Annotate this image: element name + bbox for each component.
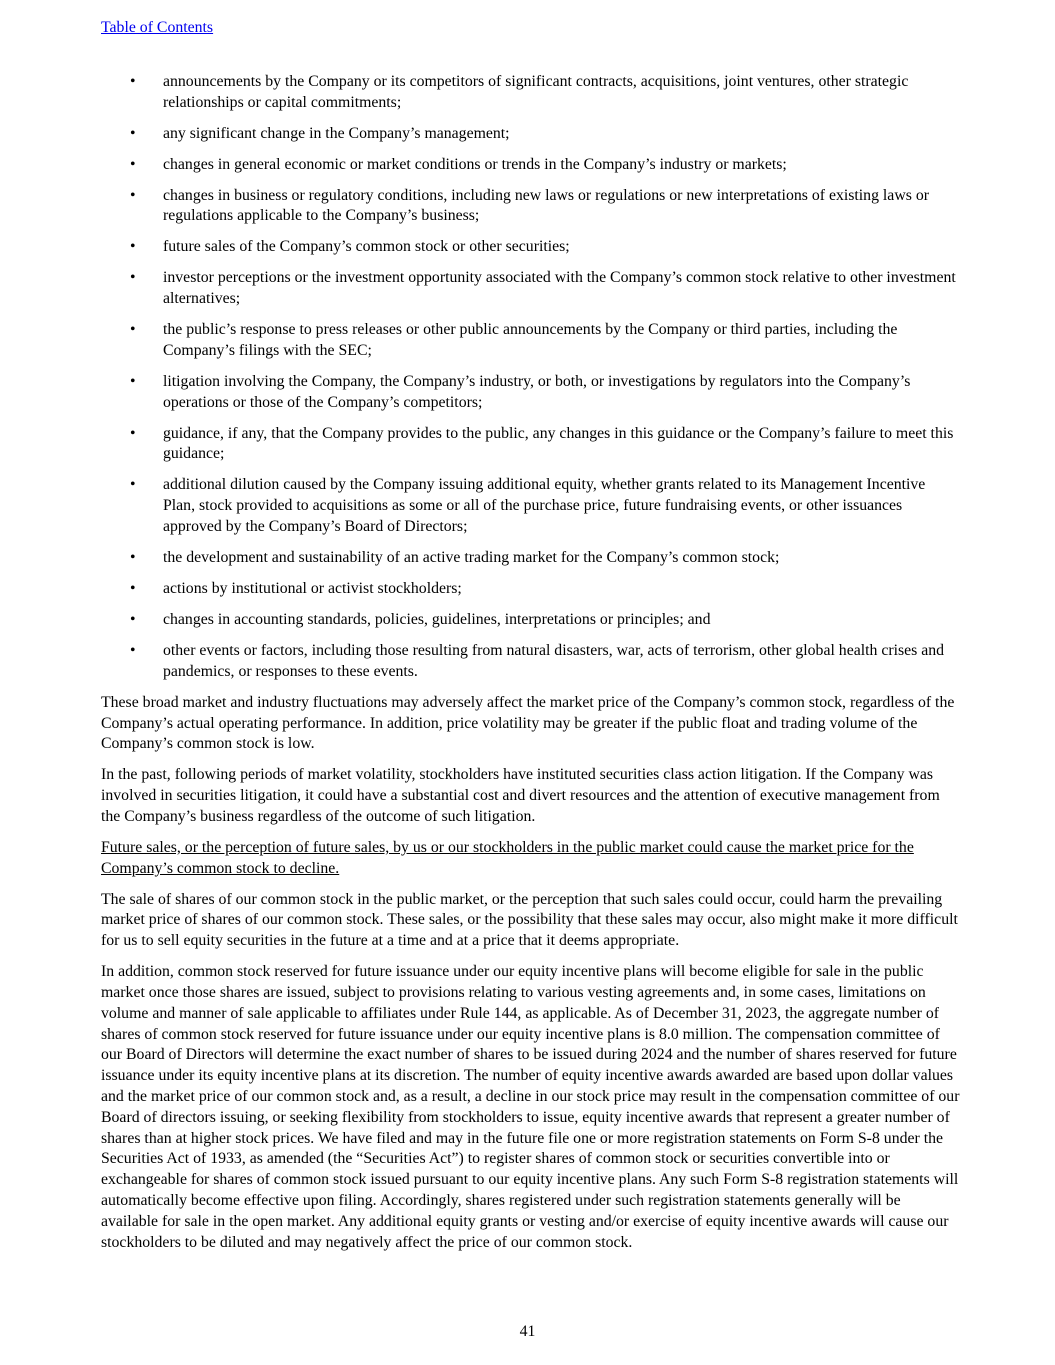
page-number: 41 [519,1323,536,1340]
risk-factor-heading: Future sales, or the perception of future sales, by us or our stockholders in the public market could cause the market price for the Company’s common stock to decline. [101,838,914,877]
risk-factor-list [101,72,961,683]
bullet-glyph: • [130,372,136,390]
body-paragraph-share-sales: The sale of shares of our common stock in the public market, or the perception that such sales could occur, could harm the prevailing market price of shares of our common stock. These sales, or the possibility that these sales may occur, also might make it more difficult for us to sell equity securities in the future at a time and at a price that it deems appropriate. [101,890,958,950]
list-item-text: the public’s response to press releases or other public announcements by the Company or third parties, including the Company’s filings with the SEC; [163,321,898,359]
list-item-text: announcements by the Company or its competitors of significant contracts, acquisitions, joint ventures, other strategic relationships or capital commitments; [163,72,909,111]
body-paragraph-market-fluctuations: These broad market and industry fluctuations may adversely affect the market price of the Company’s common stock, regardless of the Company’s actual operating performance. In addition, price volatility may be greater if the public float and trading volume of the Company’s common stock is low. [101,693,955,753]
bullet-glyph: • [130,641,136,659]
list-item [101,155,961,176]
list-item-text: guidance, if any, that the Company provides to the public, any changes in this guidance or the Company’s failure to meet this guidance; [163,424,954,463]
table-of-contents-link[interactable]: Table of Contents [101,19,214,36]
list-item [101,320,961,362]
bullet-glyph: • [130,72,136,90]
list-item-text: any significant change in the Company’s management; [163,124,510,142]
bullet-glyph: • [130,269,136,287]
list-item [101,424,961,466]
bullet-glyph: • [130,580,136,597]
list-item [101,548,961,569]
list-item-text: other events or factors, including those resulting from natural disasters, war, acts of terrorism, other global health crises and pandemics, or responses to these events. [163,641,945,680]
list-item [101,610,961,631]
list-item-text: changes in accounting standards, policies, guidelines, interpretations or principles; and [163,610,711,628]
bullet-glyph: • [130,610,136,628]
bullet-glyph: • [130,424,136,442]
list-item-text: investor perceptions or the investment opportunity associated with the Company’s common stock relative to other investment alternatives; [163,269,956,308]
bullet-glyph: • [130,186,136,204]
list-item-text: litigation involving the Company, the Company’s industry, or both, or investigations by regulators into the Company’s operations or those of the Company’s competitors; [163,372,911,411]
list-item [101,475,961,537]
list-item [101,237,961,258]
bullet-glyph: • [130,549,136,567]
list-item-text: future sales of the Company’s common stock or other securities; [163,238,570,256]
list-item [101,268,961,310]
list-item [101,579,961,600]
bullet-glyph: • [130,321,136,339]
bullet-glyph: • [130,124,136,142]
body-paragraph-class-action: In the past, following periods of market volatility, stockholders have instituted securities class action litigation. If the Company was involved in securities litigation, it could have a substantial cost and divert resources and the attention of executive management from the Company’s business regardless of the outcome of such litigation. [101,766,940,825]
list-item [101,641,961,683]
list-item [101,124,961,145]
list-item [101,72,961,114]
bullet-glyph: • [130,476,136,494]
list-item [101,372,961,414]
bullet-glyph: • [130,238,136,256]
bullet-glyph: • [130,155,136,173]
list-item-text: changes in business or regulatory conditions, including new laws or regulations or new interpretations of existing laws or regulations applicable to the Company’s business; [163,186,929,225]
list-item-text: actions by institutional or activist stockholders; [163,580,462,597]
document-page [101,18,961,1264]
list-item-text: the development and sustainability of an active trading market for the Company’s common stock; [163,549,780,567]
list-item-text: additional dilution caused by the Company issuing additional equity, whether grants related to its Management Incentive Plan, stock provided to acquisitions as some or all of the purchase price, future fundraising events, or other issuances approved by the Company’s Board of Directors; [163,476,926,536]
list-item [101,186,961,228]
list-item-text: changes in general economic or market conditions or trends in the Company’s industry or markets; [163,155,787,173]
body-paragraph-equity-incentive: In addition, common stock reserved for future issuance under our equity incentive plans will become eligible for sale in the public market once those shares are issued, subject to provisions relating to various vesting agreements and, in some cases, limitations on volume and manner of sale applicable to affiliates under Rule 144, as applicable. As of December 31, 2023, the aggregate number of shares of common stock reserved for future issuance under our equity incentive plans is 8.0 million. The compensation committee of our Board of Directors will determine the exact number of shares to be issued during 2024 and the number of shares reserved for future issuance under its equity incentive plans at its discretion. The number of equity incentive awards awarded are based upon dollar values and the market price of our common stock and, as a result, a decline in our stock price may result in the compensation committee of our Board of directors issuing, or seeking flexibility from stockholders to issue, equity incentive awards that represent a greater number of shares than at higher stock prices. We have filed and may in the future file one or more registration statements on Form S-8 under the Securities Act of 1933, as amended (the “Securities Act”) to register shares of common stock or securities convertible into or exchangeable for shares of common stock issued pursuant to our equity incentive plans. Any such Form S-8 registration statements will automatically become effective upon filing. Accordingly, shares registered under such registration statements generally will be available for sale in the open market. Any additional equity grants or vesting and/or exercise of equity incentive awards will cause our stockholders to be diluted and may negatively affect the price of our common stock. [101,963,960,1251]
